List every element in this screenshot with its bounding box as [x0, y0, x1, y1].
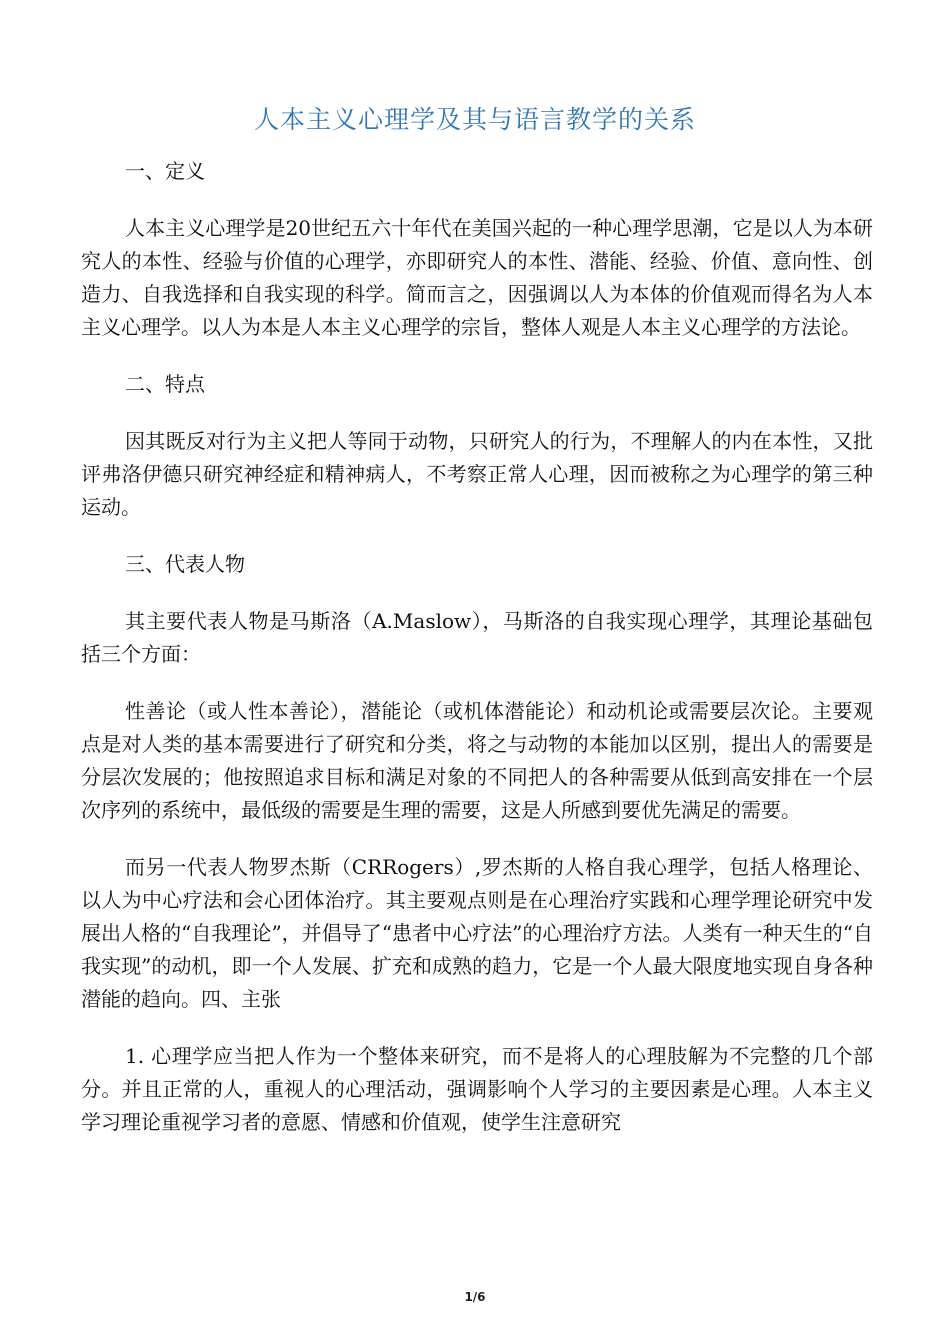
page-number: 1/6 [464, 1290, 486, 1304]
paragraph-rogers: 而另一代表人物罗杰斯（CRRogers）,罗杰斯的人格自我心理学，包括人格理论、以人为中心疗法和会心团体治疗。其主要观点则是在心理治疗实践和心理学理论研究中发展出人格的“自我理论”，并倡导了“患者中心疗法”的心理治疗方法。人类有一种天生的“自我实现”的动机，即一个人发展、扩充和成熟的趋力，它是一个人最大限度地实现自身各种潜能的趋向。四、主张 [81, 855, 873, 1011]
section-heading-representatives: 三、代表人物 [125, 552, 245, 576]
paragraph-proposition-1: 1. 心理学应当把人作为一个整体来研究，而不是将人的心理肢解为不完整的几个部分。并且正常的人，重视人的心理活动，强调影响个人学习的主要因素是心理。人本主义学习理论重视学习者的意愿、情感和价值观，使学生注意研究 [81, 1044, 873, 1134]
document-body [81, 155, 873, 1163]
paragraph-definition: 人本主义心理学是20世纪五六十年代在美国兴起的一种心理学思潮，它是以人为本研究人的本性、经验与价值的心理学，亦即研究人的本性、潜能、经验、价值、意向性、创造力、自我选择和自我实现的科学。简而言之，因强调以人为本体的价值观而得名为人本主义心理学。以人为本是人本主义心理学的宗旨，整体人观是人本主义心理学的方法论。 [81, 216, 873, 339]
paragraph-features: 因其既反对行为主义把人等同于动物，只研究人的行为，不理解人的内在本性，又批评弗洛伊德只研究神经症和精神病人，不考察正常人心理，因而被称之为心理学的第三种运动。 [81, 429, 873, 519]
paragraph-maslow-theory: 性善论（或人性本善论），潜能论（或机体潜能论）和动机论或需要层次论。主要观点是对人类的基本需要进行了研究和分类，将之与动物的本能加以区别，提出人的需要是分层次发展的；他按照追求目标和满足对象的不同把人的各种需要从低到高安排在一个层次序列的系统中，最低级的需要是生理的需要，这是人所感到要优先满足的需要。 [81, 699, 873, 822]
paragraph-maslow-intro: 其主要代表人物是马斯洛（A.Maslow），马斯洛的自我实现心理学，其理论基础包括三个方面： [81, 609, 873, 666]
document-title: 人本主义心理学及其与语言教学的关系 [253, 105, 696, 134]
section-heading-features: 二、特点 [125, 372, 205, 396]
section-heading-definition: 一、定义 [125, 159, 205, 183]
